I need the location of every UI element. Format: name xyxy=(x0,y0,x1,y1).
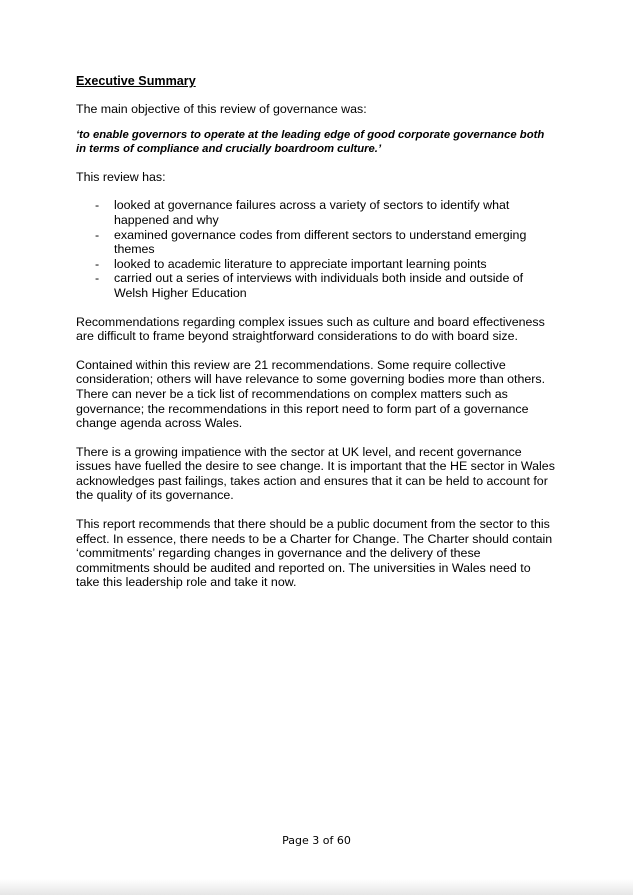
bullet-text: carried out a series of interviews with individuals both inside and outside of Welsh Higher Education xyxy=(114,271,524,300)
page-number: Page 3 of 60 xyxy=(282,834,351,847)
list-item xyxy=(76,228,556,257)
intro-text: The main objective of this review of governance was: xyxy=(76,101,367,116)
objective-quote: ‘to enable governors to operate at the leading edge of good corporate governance both in terms of compliance and crucially boardroom culture.’ xyxy=(76,129,545,155)
list-item xyxy=(76,257,556,272)
bullet-text: examined governance codes from different sectors to understand emerging themes xyxy=(114,227,527,257)
impatience-paragraph: There is a growing impatience with the sector at UK level, and recent governance issues have fuelled the desire to see change. It is important that the HE sector in Wales acknowledges past failings, takes action and ensures that it can be held to account for the quality of its governance. xyxy=(76,444,555,503)
bullet-text: looked at governance failures across a variety of sectors to identify what happened and why xyxy=(114,198,510,227)
bullet-marker: - xyxy=(95,256,100,271)
list-item xyxy=(76,198,556,227)
bullet-marker: - xyxy=(95,198,100,213)
review-bullet-list xyxy=(76,198,556,300)
page-bottom-shadow xyxy=(0,879,633,895)
section-heading: Executive Summary xyxy=(76,74,196,88)
list-item xyxy=(76,271,556,300)
page-content xyxy=(76,74,556,604)
recommendations-paragraph: Recommendations regarding complex issues such as culture and board effectiveness are difficult to frame beyond straightforward considerations to do with board size. xyxy=(76,314,545,344)
contained-paragraph: Contained within this review are 21 recommendations. Some require collective consideration; others will have relevance to some governing bodies more than others. There can never be a tick list of recommendations on complex matters such as governance; the recommendations in this report need to form part of a governance change agenda across Wales. xyxy=(76,357,546,431)
charter-paragraph: This report recommends that there should be a public document from the sector to this effect. In essence, there needs to be a Charter for Change. The Charter should contain ‘commitments’ regarding changes in governance and the delivery of these commitments should be audited and reported on. The universities in Wales need to take this leadership role and take it now. xyxy=(76,517,553,590)
bullet-marker: - xyxy=(95,227,100,242)
review-has-text: This review has: xyxy=(76,169,166,184)
bullet-text: looked to academic literature to appreciate important learning points xyxy=(114,256,487,271)
bullet-marker: - xyxy=(95,271,100,286)
